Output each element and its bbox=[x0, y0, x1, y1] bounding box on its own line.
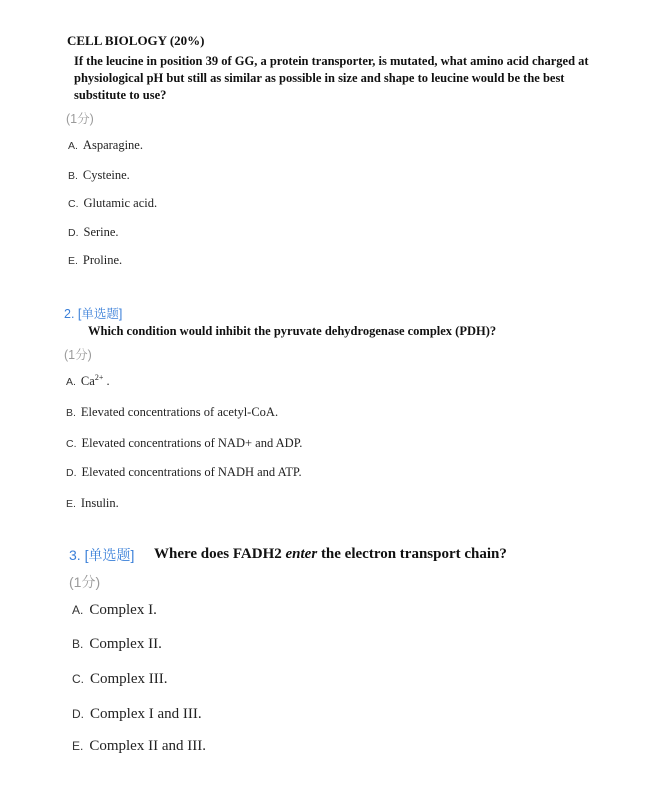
option-text: Complex I. bbox=[89, 602, 157, 618]
option-letter: B. bbox=[72, 637, 84, 651]
q1-option-a[interactable] bbox=[68, 138, 143, 153]
option-text-superscript: 2+ bbox=[94, 372, 104, 382]
q1-option-c[interactable] bbox=[68, 196, 157, 211]
option-letter: E. bbox=[72, 739, 84, 753]
option-text-base: Ca bbox=[80, 374, 95, 388]
option-text: Cysteine. bbox=[82, 168, 130, 182]
option-letter: B. bbox=[66, 407, 76, 419]
q1-question-text: If the leucine in position 39 of GG, a protein transporter, is mutated, what amino acid charged at physiological pH but still as similar as possible in size and shape to leucine would be the best substitute to use? bbox=[74, 54, 589, 102]
option-letter: A. bbox=[66, 376, 76, 388]
option-text: Proline. bbox=[82, 253, 123, 267]
q3-question-tag: 3. [单选题] bbox=[69, 547, 135, 563]
option-letter: A. bbox=[68, 140, 78, 152]
option-text: Insulin. bbox=[80, 496, 119, 510]
q3-option-c[interactable] bbox=[72, 671, 167, 688]
option-letter: E. bbox=[66, 498, 76, 510]
option-text: Complex III. bbox=[90, 671, 168, 687]
option-letter: D. bbox=[72, 707, 84, 721]
option-text: Elevated concentrations of NADH and ATP. bbox=[81, 465, 302, 479]
q3-option-d[interactable] bbox=[72, 706, 202, 723]
option-text: Glutamic acid. bbox=[83, 196, 158, 210]
q1-option-e[interactable] bbox=[68, 253, 122, 268]
q3-question-text bbox=[154, 546, 507, 563]
q1-points: (1分) bbox=[66, 112, 94, 126]
section-title: CELL BIOLOGY (20%) bbox=[67, 33, 205, 48]
option-text bbox=[81, 374, 110, 388]
q3-option-a[interactable] bbox=[72, 602, 157, 619]
option-letter: C. bbox=[66, 438, 77, 450]
option-text: Complex I and III. bbox=[90, 706, 202, 722]
option-letter: B. bbox=[68, 170, 78, 182]
q2-question-tag: 2. [单选题] bbox=[64, 307, 123, 321]
option-letter: C. bbox=[72, 672, 84, 686]
q3-text-before: Where does FADH2 bbox=[154, 546, 286, 562]
q3-points: (1分) bbox=[69, 574, 101, 590]
option-text: Elevated concentrations of acetyl-CoA. bbox=[80, 405, 279, 419]
option-letter: A. bbox=[72, 603, 84, 617]
q3-option-b[interactable] bbox=[72, 636, 162, 653]
q1-option-d[interactable] bbox=[68, 225, 119, 240]
option-letter: D. bbox=[66, 467, 77, 479]
option-letter: D. bbox=[68, 227, 79, 239]
option-letter: C. bbox=[68, 198, 79, 210]
q2-option-b[interactable] bbox=[66, 405, 278, 420]
option-text: Complex II and III. bbox=[89, 738, 206, 754]
option-letter: E. bbox=[68, 255, 78, 267]
q2-option-e[interactable] bbox=[66, 496, 119, 511]
option-text: Serine. bbox=[83, 225, 119, 239]
q2-option-d[interactable] bbox=[66, 465, 302, 480]
q1-option-b[interactable] bbox=[68, 168, 130, 183]
q3-text-after: the electron transport chain? bbox=[317, 546, 507, 562]
option-text: Complex II. bbox=[89, 636, 162, 652]
option-text: Elevated concentrations of NAD+ and ADP. bbox=[81, 436, 303, 450]
q2-option-a[interactable] bbox=[66, 374, 110, 389]
q3-option-e[interactable] bbox=[72, 738, 206, 755]
q3-text-emphasis: enter bbox=[285, 546, 318, 562]
q2-points: (1分) bbox=[64, 348, 92, 362]
option-text: Asparagine. bbox=[82, 138, 143, 152]
option-text-tail: . bbox=[106, 374, 110, 388]
q2-question-text: Which condition would inhibit the pyruvate dehydrogenase complex (PDH)? bbox=[88, 324, 497, 338]
q2-option-c[interactable] bbox=[66, 436, 302, 451]
